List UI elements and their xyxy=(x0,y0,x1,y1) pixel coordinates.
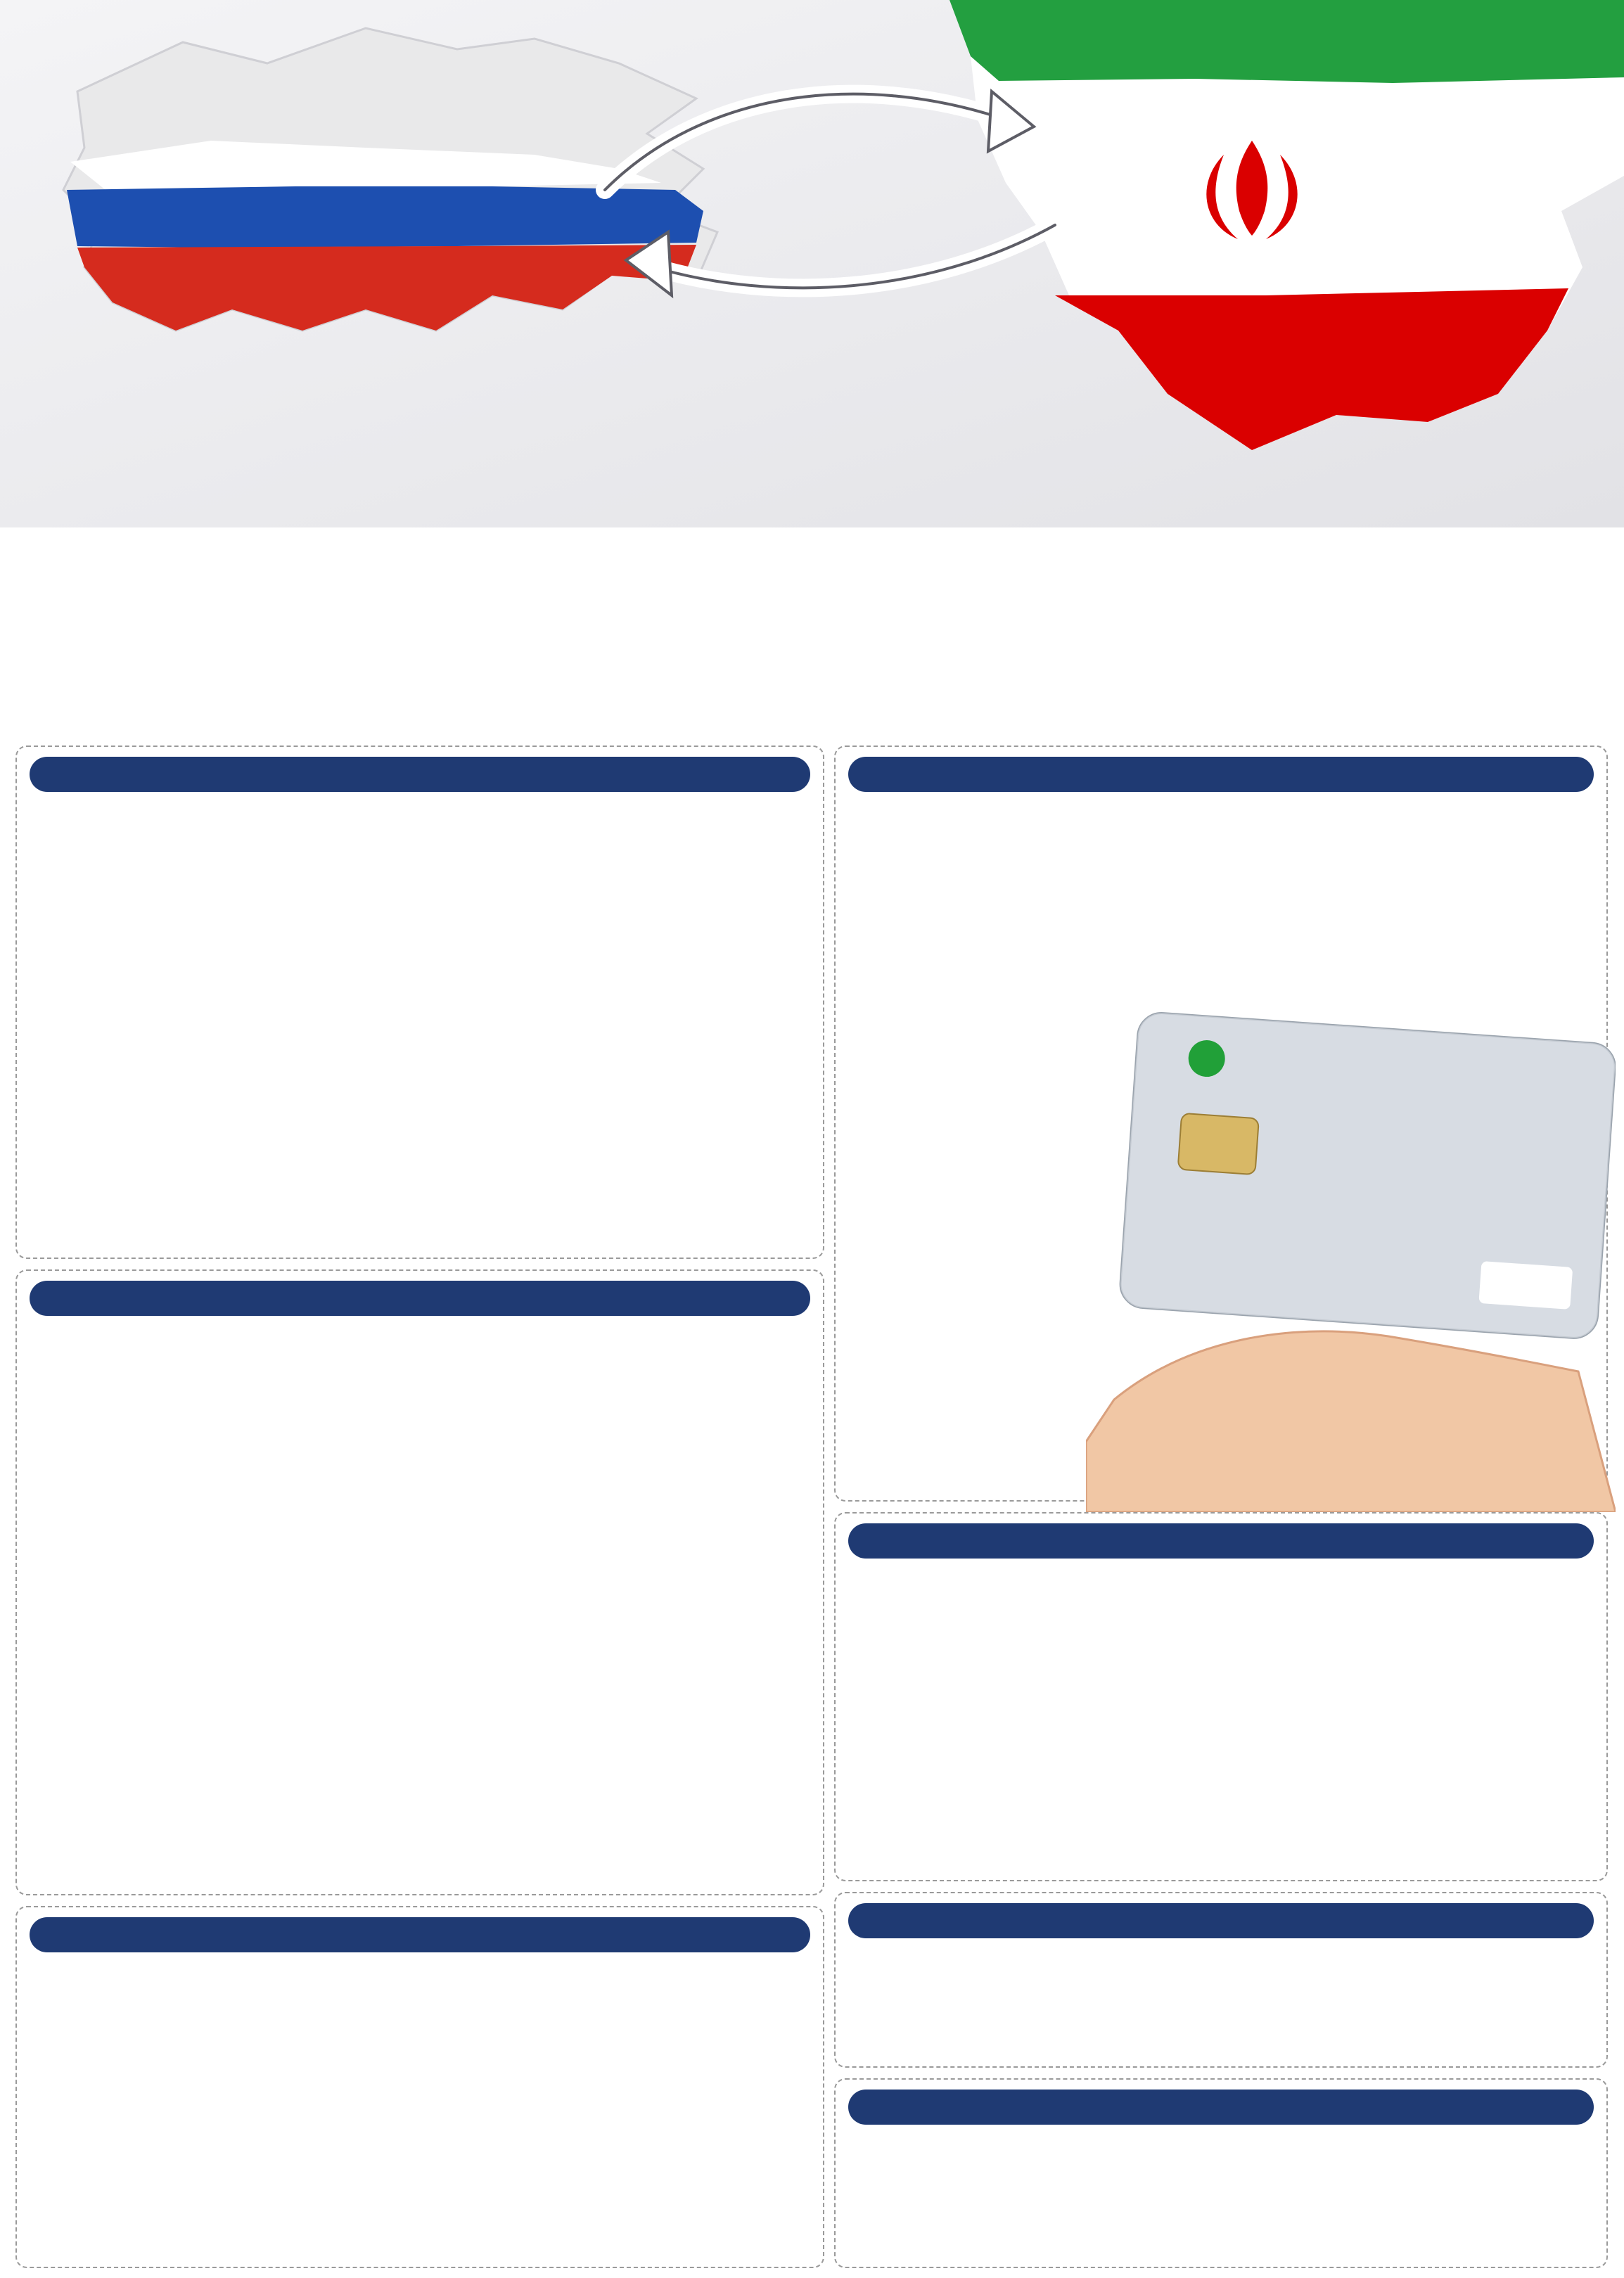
section-bank-branches xyxy=(834,2078,1608,2268)
payment-system-logo xyxy=(1478,1261,1573,1310)
section-moscow-motives xyxy=(834,1892,1608,2068)
card-chip-icon xyxy=(1178,1113,1259,1175)
intro-paragraph xyxy=(15,550,400,719)
bank-card-illustration xyxy=(1086,1006,1616,1512)
section-heading xyxy=(848,2090,1594,2125)
section-heading xyxy=(848,1523,1594,1559)
section-challenges xyxy=(15,746,824,1259)
hero-illustration xyxy=(0,0,1624,527)
russia-iran-map-graphic xyxy=(0,0,1624,527)
section-financial-relations xyxy=(834,1512,1608,1881)
hand-illustration xyxy=(1086,1331,1616,1512)
section-achievements xyxy=(15,1269,824,1895)
section-heading xyxy=(30,1917,810,1952)
section-heading xyxy=(30,1281,810,1316)
intro-columns xyxy=(15,550,1609,719)
section-heading xyxy=(30,757,810,792)
intro-paragraph xyxy=(1224,550,1609,719)
intro-paragraph xyxy=(821,550,1206,719)
section-diplomacy xyxy=(15,1906,824,2268)
section-heading xyxy=(848,757,1594,792)
intro-paragraph xyxy=(418,550,803,719)
section-heading xyxy=(848,1903,1594,1938)
